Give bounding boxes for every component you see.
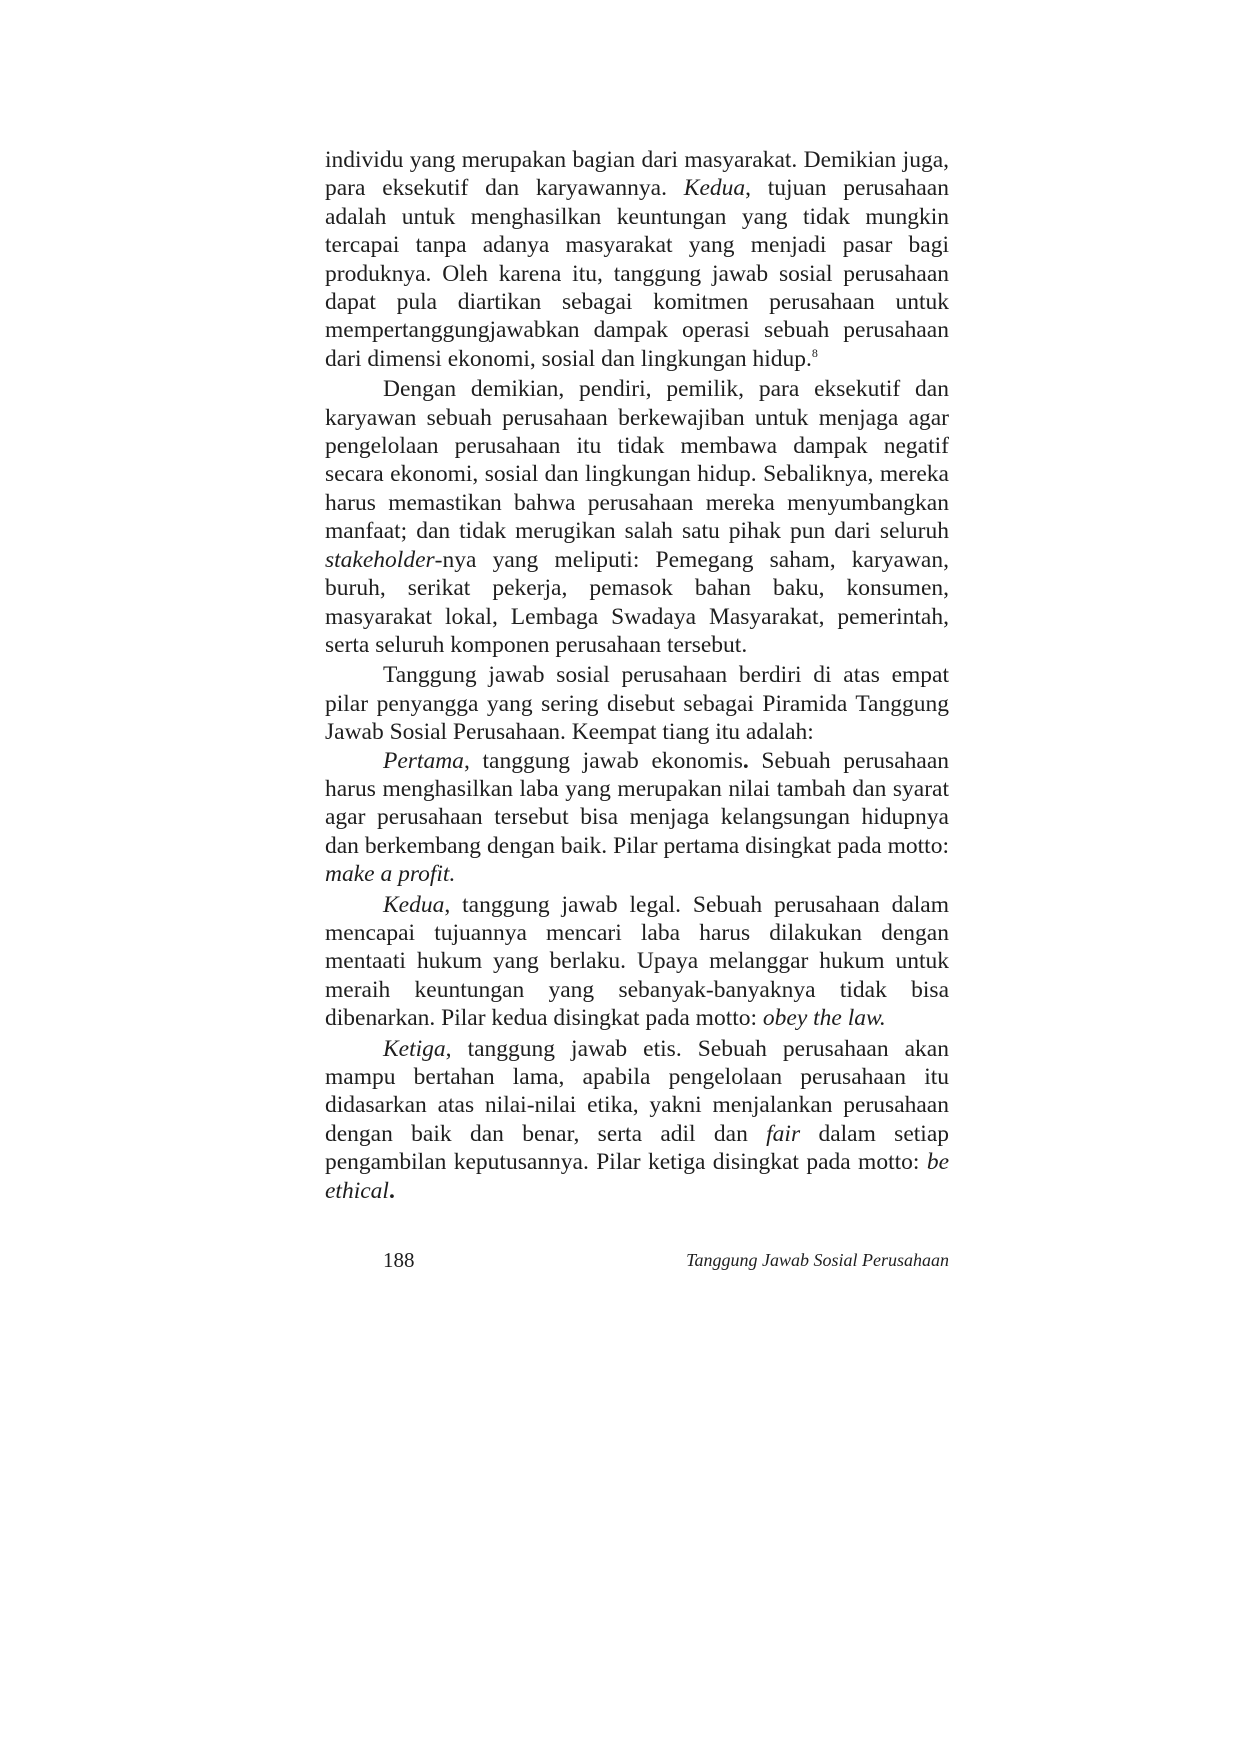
p6-bold-period: . xyxy=(388,1177,395,1204)
paragraph-3 xyxy=(325,661,949,746)
footnote-ref-8: 8 xyxy=(811,345,818,360)
paragraph-2 xyxy=(325,375,949,659)
p4-emphasis-motto: make a profit. xyxy=(325,861,456,888)
p4-emphasis-pertama: Pertama xyxy=(383,747,464,774)
p4-bold-period: . xyxy=(742,747,749,774)
p5-emphasis-motto: obey the law. xyxy=(762,1005,886,1032)
p2-text-2: -nya yang meliputi: Pemegang saham, karyawan, buruh, serikat pekerja, pemasok bahan baku, konsumen, masyarakat lokal, Lembaga Swadaya Masyarakat, pemerintah, serta seluruh komponen perusahaan tersebut. xyxy=(325,546,949,658)
page-number: 188 xyxy=(383,1248,415,1272)
paragraph-5 xyxy=(325,891,949,1033)
p6-text-2: dalam setiap pengambilan keputusannya. Pilar ketiga disingkat pada motto: xyxy=(325,1120,950,1176)
p6-emphasis-fair: fair xyxy=(766,1120,801,1147)
body-text xyxy=(325,146,949,1205)
paragraph-1 xyxy=(325,146,949,373)
p1-text-1: individu yang merupakan bagian dari masyarakat. Demikian juga, para eksekutif dan karyawannya. xyxy=(325,147,949,202)
p2-emphasis-stakeholder: stakeholder xyxy=(325,546,435,573)
running-title: Tanggung Jawab Sosial Perusahaan xyxy=(686,1250,949,1270)
paragraph-6 xyxy=(325,1035,949,1205)
p6-emphasis-motto: be ethical xyxy=(325,1149,949,1204)
p3-text-1: Tanggung jawab sosial perusahaan berdiri di atas empat pilar penyangga yang sering disebut sebagai Piramida Tanggung Jawab Sosial Perusahaan. Keempat tiang itu adalah: xyxy=(325,662,949,746)
p5-text-1: , tanggung jawab legal. Sebuah perusahaan dalam mencapai tujuannya mencari laba harus dilakukan dengan mentaati hukum yang berlaku. Upaya melanggar hukum untuk meraih keuntungan yang sebanyak-banyaknya tidak bisa dibenarkan. Pilar kedua disingkat pada motto: xyxy=(325,891,949,1032)
p1-emphasis-kedua: Kedua xyxy=(683,175,746,202)
p4-text-1: , tanggung jawab ekonomis xyxy=(463,747,743,774)
p6-emphasis-ketiga: Ketiga xyxy=(383,1035,446,1062)
p4-text-2: Sebuah perusahaan harus menghasilkan laba yang merupakan nilai tambah dan syarat agar perusahaan tersebut bisa menjaga kelangsungan hidupnya dan berkembang dengan baik. Pilar pertama disingkat pada motto: xyxy=(325,747,949,859)
paragraph-4 xyxy=(325,747,949,889)
p5-emphasis-kedua: Kedua xyxy=(383,891,445,918)
p2-text-1: Dengan demikian, pendiri, pemilik, para eksekutif dan karyawan sebuah perusahaan berkewajiban untuk menjaga agar pengelolaan perusahaan itu tidak membawa dampak negatif secara ekonomi, sosial dan lingkungan hidup. Sebaliknya, mereka harus memastikan bahwa perusahaan mereka menyumbangkan manfaat; dan tidak merugikan salah satu pihak pun dari seluruh xyxy=(325,376,949,545)
page-footer xyxy=(325,1248,949,1278)
p6-text-1: , tanggung jawab etis. Sebuah perusahaan akan mampu bertahan lama, apabila pengelolaan perusahaan itu didasarkan atas nilai-nilai etika, yakni menjalankan perusahaan dengan baik dan benar, serta adil dan xyxy=(325,1035,949,1147)
p1-text-2: , tujuan perusahaan adalah untuk menghasilkan keuntungan yang tidak mungkin tercapai tanpa adanya masyarakat yang menjadi pasar bagi produknya. Oleh karena itu, tanggung jawab sosial perusahaan dapat pula diartikan sebagai komitmen perusahaan untuk mempertanggungjawabkan dampak operasi sebuah perusahaan dari dimensi ekonomi, sosial dan lingkungan hidup. xyxy=(325,175,949,372)
